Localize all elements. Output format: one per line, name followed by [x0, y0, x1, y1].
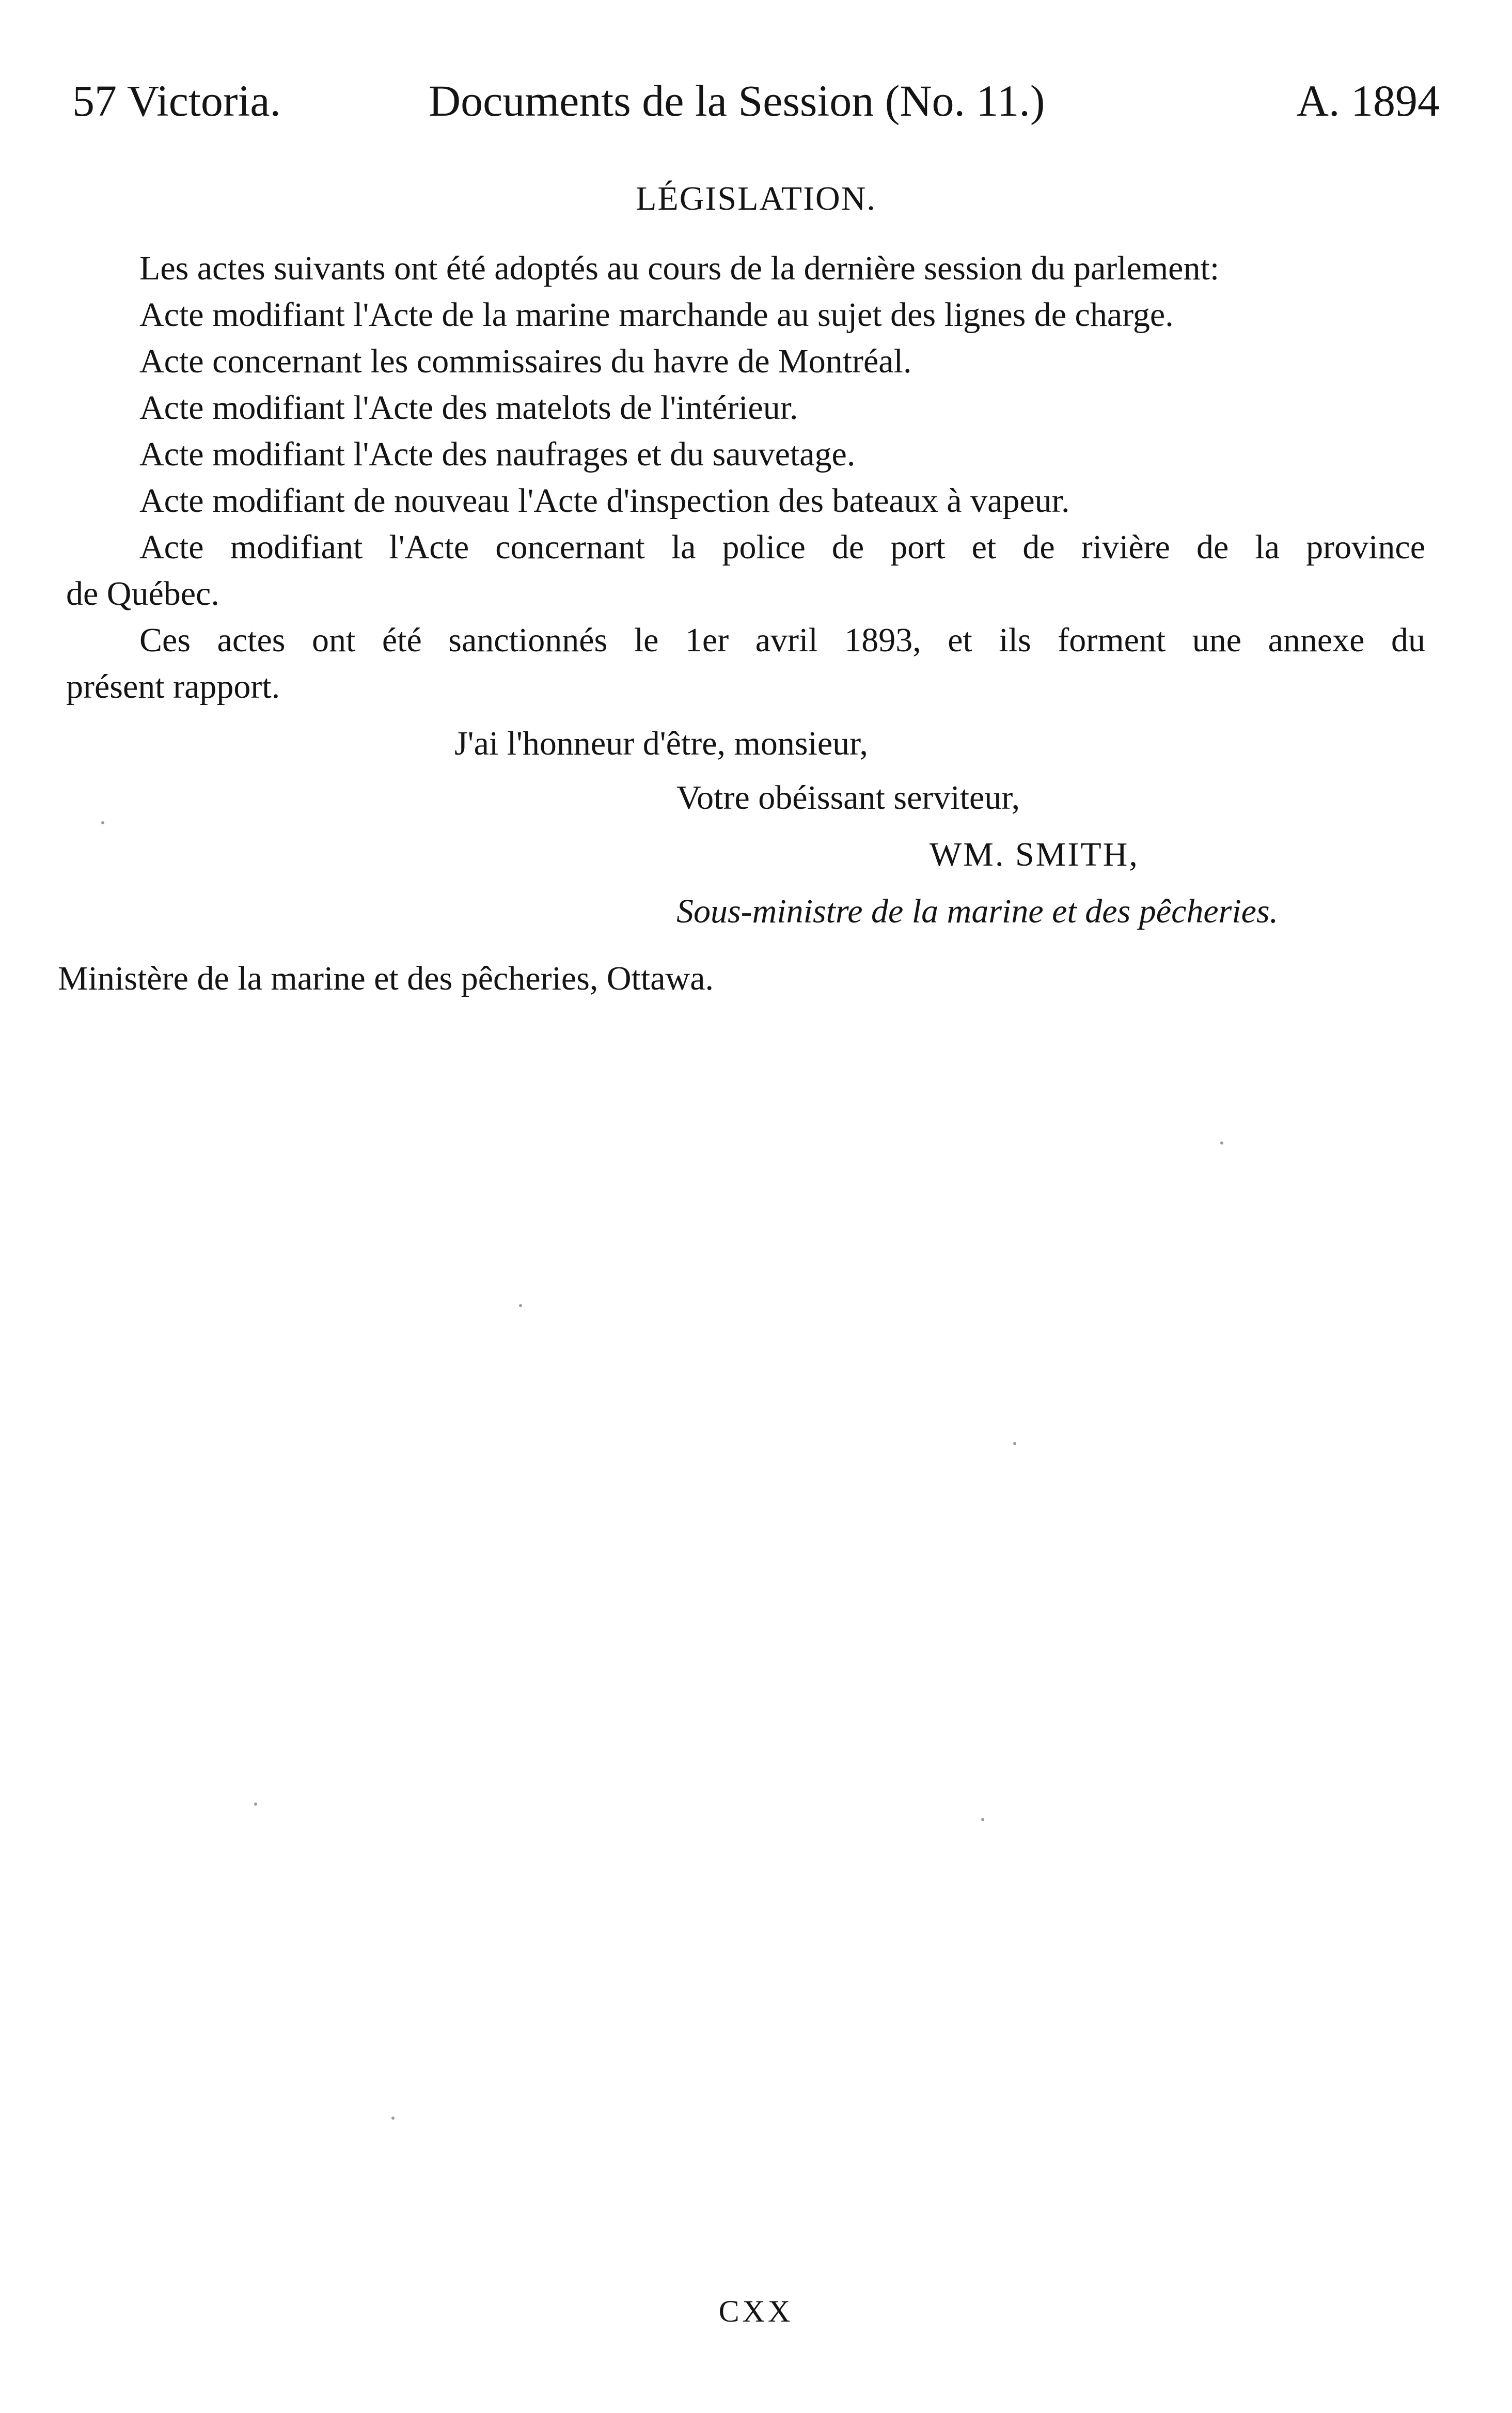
header-year: A. 1894	[1296, 76, 1440, 126]
act-item-last-line1: Acte modifiant l'Acte concernant la police de port et de rivière de la province	[139, 528, 1425, 566]
act-item: Acte modifiant l'Acte de la marine marchande au sujet des lignes de charge.	[139, 296, 1174, 334]
sanction-paragraph-line1: Ces actes ont été sanctionnés le 1er avril 1893, et ils forment une annexe du	[139, 621, 1425, 659]
section-title: LÉGISLATION.	[636, 180, 876, 217]
act-item: Acte modifiant l'Acte des matelots de l'intérieur.	[139, 389, 798, 427]
act-item: Acte modifiant de nouveau l'Acte d'inspection des bateaux à vapeur.	[139, 482, 1070, 520]
sanction-paragraph-line2: présent rapport.	[66, 668, 280, 706]
running-header	[72, 72, 1440, 129]
signature-name: WM. SMITH,	[930, 836, 1139, 873]
act-item: Acte modifiant l'Acte des naufrages et du sauvetage.	[139, 435, 856, 473]
signature-servant: Votre obéissant serviteur,	[676, 779, 1020, 817]
speck	[391, 2117, 395, 2120]
speck	[254, 1803, 257, 1806]
intro-paragraph: Les actes suivants ont été adoptés au cours de la dernière session du parlement:	[139, 249, 1220, 287]
page-number: CXX	[718, 2294, 794, 2328]
header-regnal-year: 57 Victoria.	[72, 76, 281, 126]
speck	[519, 1304, 522, 1307]
signature-title: Sous-ministre de la marine et des pêcheries.	[676, 892, 1279, 930]
place-line: Ministère de la marine et des pêcheries, Ottawa.	[58, 960, 714, 997]
header-session-documents: Documents de la Session (No. 11.)	[429, 76, 1045, 126]
act-item: Acte concernant les commissaires du havre de Montréal.	[139, 342, 912, 380]
speck	[1013, 1442, 1016, 1445]
speck	[101, 821, 104, 824]
signature-closing: J'ai l'honneur d'être, monsieur,	[454, 725, 868, 762]
speck	[1220, 1141, 1223, 1145]
act-item-last-line2: de Québec.	[66, 575, 219, 613]
speck	[981, 1818, 984, 1821]
